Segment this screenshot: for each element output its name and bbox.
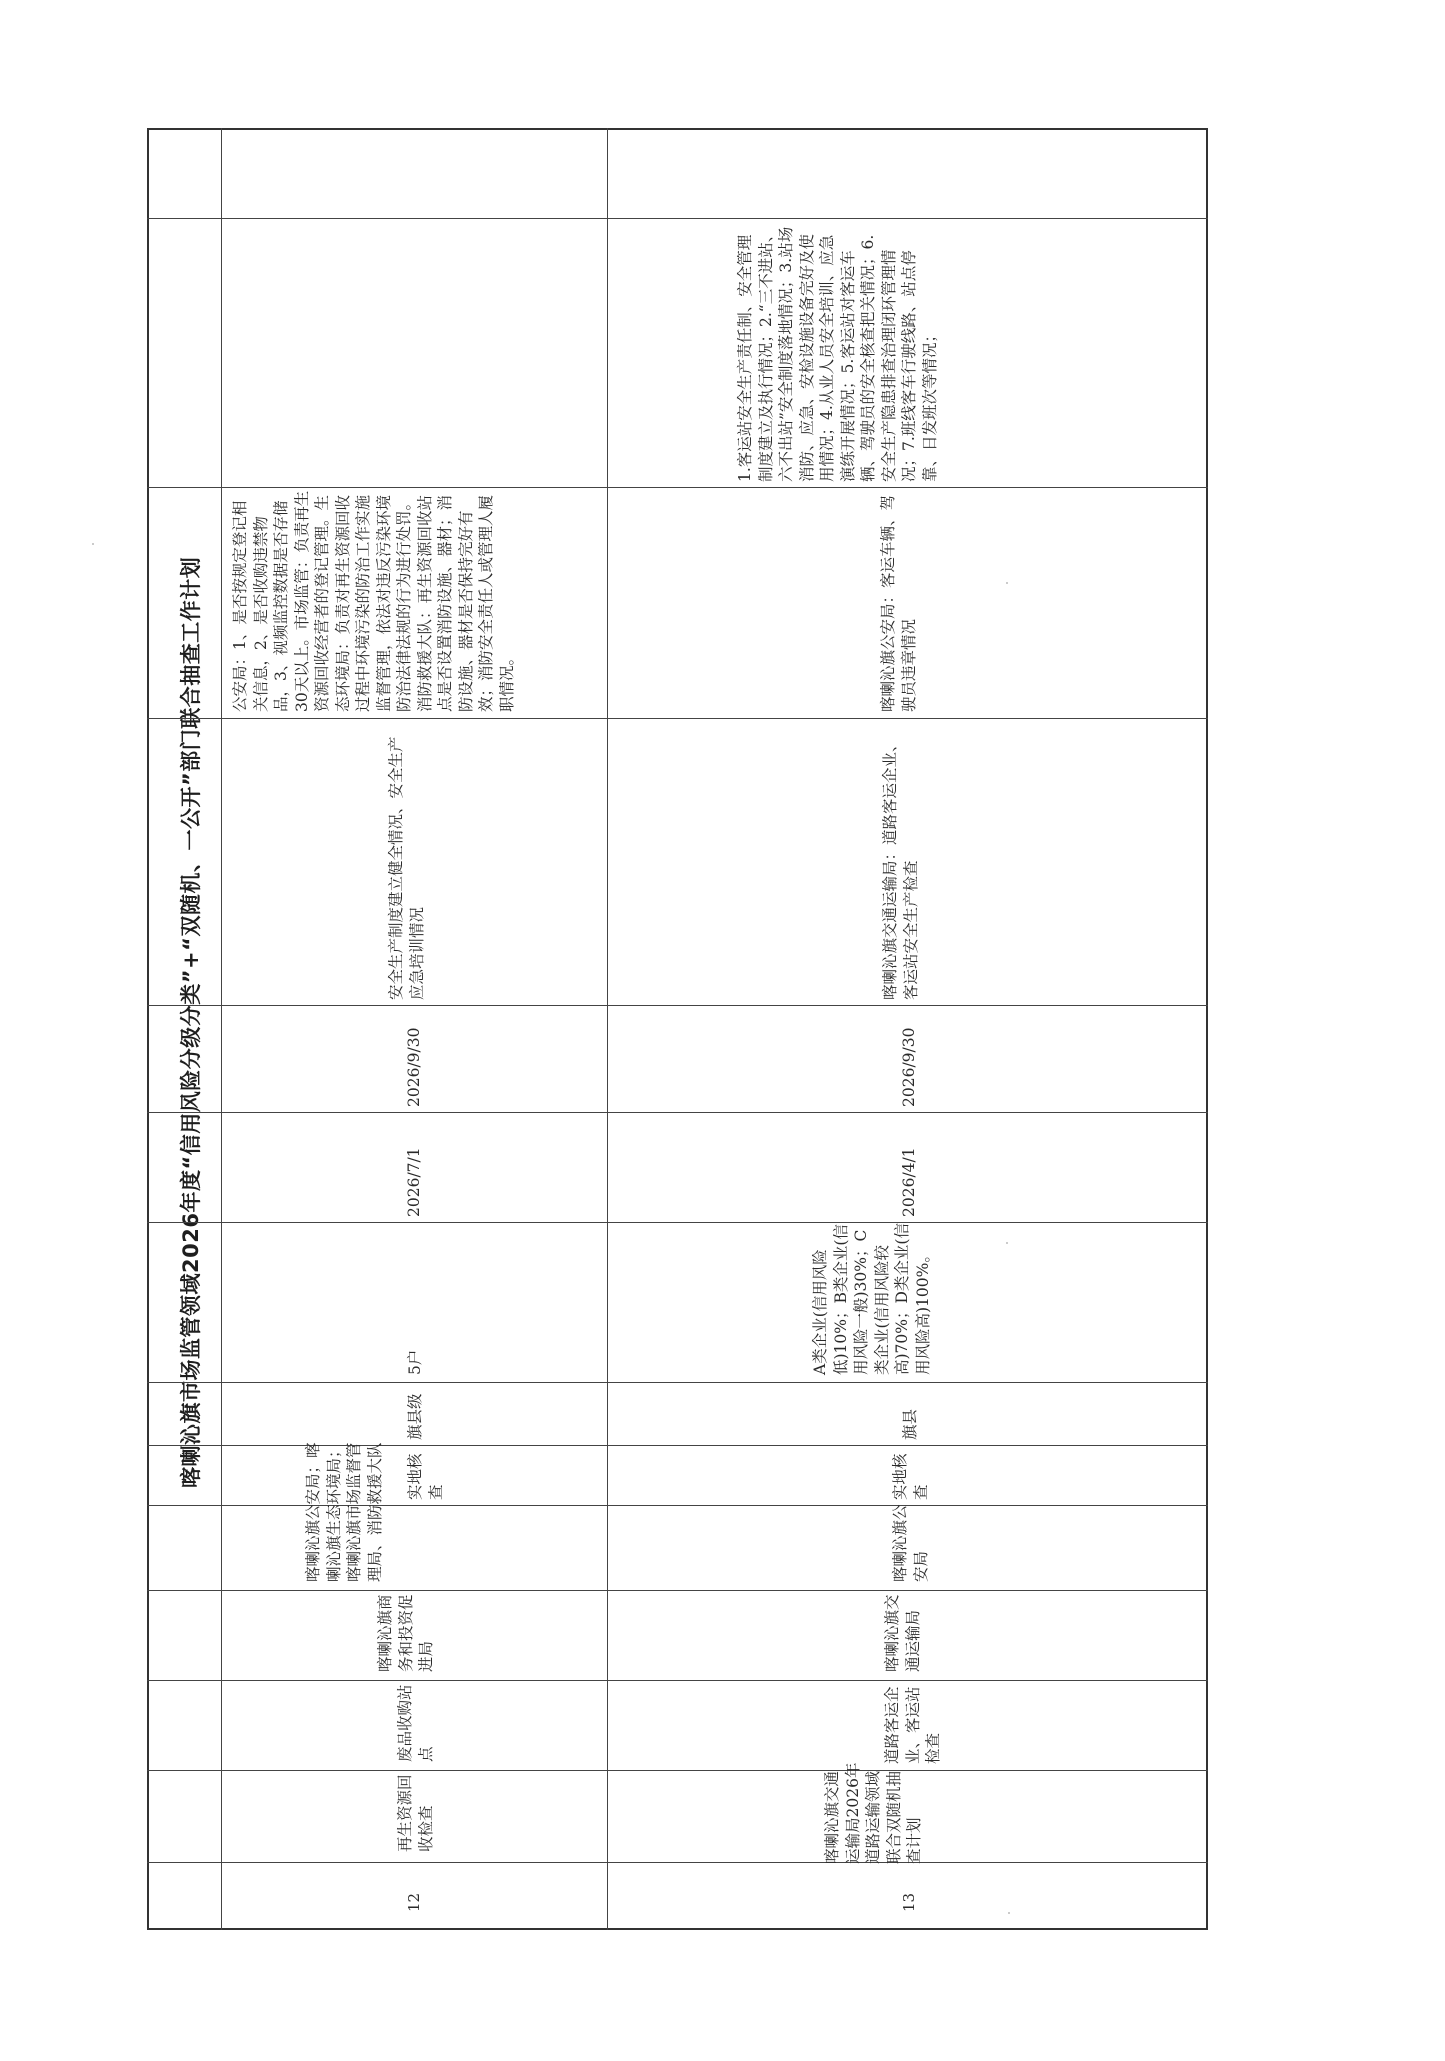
start-date-cell: 2026/4/1 xyxy=(900,1147,918,1217)
lead-check-items-cell: 安全生产制度建立健全情况、安全生产应急培训情况 xyxy=(387,736,426,1000)
row-rule xyxy=(221,128,222,1930)
plan-table xyxy=(147,128,1208,1930)
row-rule xyxy=(607,128,608,1930)
table-rule xyxy=(147,1112,1208,1113)
check-items-cell: 1.客运站安全生产责任制、安全管理制度建立及执行情况；2.“三不进站、六不出站”安全制度落地情况；3.站场消防、应急、安检设施设备完好及使用情况；4.从业人员安全培训、应急演练开展情况；5.客运站对客运车辆、驾驶员的安全核查把关情况；6.安全生产隐患排查治理闭环管理情况；7.班线客车行驶线路、站点停靠、日发班次等情况； xyxy=(736,226,939,482)
check-method-cell: 实地核查 xyxy=(406,1453,445,1500)
table-rule xyxy=(147,1590,1208,1591)
level-cell: 旗县 xyxy=(901,1408,919,1440)
start-date-cell: 2026/7/1 xyxy=(405,1147,423,1217)
row-number: 13 xyxy=(900,1892,918,1912)
document-title: 喀喇沁旗市场监管领域2026年度“信用风险分级分类”+“双随机、一公开”部门联合抽查工作计划 xyxy=(179,556,203,1488)
joint-department-cell: 喀喇沁旗公安局；喀喇沁旗生态环境局；喀喇沁旗市场监督管理局、消防救援大队 xyxy=(304,1442,384,1582)
table-rule xyxy=(147,218,1208,219)
joint-department-cell: 喀喇沁旗公安局 xyxy=(891,1504,930,1582)
scan-speck xyxy=(1006,582,1008,584)
table-rule xyxy=(147,1770,1208,1771)
plan-name-cell: 喀喇沁旗交通运输局2026年道路运输领域联合双随机抽查计划 xyxy=(823,1762,923,1864)
table-rule xyxy=(147,1862,1208,1863)
lead-check-items-cell: 喀喇沁旗交通运输局：道路客运企业、客运站安全生产检查 xyxy=(881,736,920,1000)
lead-department-cell: 喀喇沁旗交通运输局 xyxy=(883,1594,922,1672)
table-rule xyxy=(147,1382,1208,1383)
row-number: 12 xyxy=(405,1892,423,1912)
table-rule xyxy=(147,1680,1208,1681)
table-rule xyxy=(147,1005,1208,1006)
plan-name-cell: 再生资源回收检查 xyxy=(396,1774,435,1852)
level-cell: 旗县级 xyxy=(406,1393,424,1440)
check-object-cell: 道路客运企业、客运站检查 xyxy=(883,1686,942,1764)
ratio-cell: 5户 xyxy=(406,1349,424,1375)
end-date-cell: 2026/9/30 xyxy=(900,1027,918,1107)
joint-check-items-cell: 喀喇沁旗公安局：客运车辆、驾驶员违章情况 xyxy=(879,494,918,712)
ratio-cell: A类企业(信用风险低)10%；B类企业(信用风险一般)30%；C类企业(信用风险较高)70%；D类企业(信用风险高)100%。 xyxy=(811,1223,932,1375)
scan-speck xyxy=(1006,1242,1008,1244)
scan-speck xyxy=(92,543,94,545)
end-date-cell: 2026/9/30 xyxy=(405,1027,423,1107)
joint-check-items-cell: 公安局：1、是否按规定登记相关信息，2、是否收购违禁物品，3、视频监控数据是否存储30天以上。市场监管：负责再生资源回收经营者的登记管理。生态环境局：负责对再生资源回收过程中环境污染的防治工作实施监督管理，依法对违反污染环境防治法律法规的行为进行处罚。消防救援大队：再生资源回收站点是否设置消防设施、器材；消防设施、器材是否保持完好有效；消防安全责任人或管理人履职情况。 xyxy=(231,490,516,712)
table-rule xyxy=(147,1222,1208,1223)
lead-department-cell: 喀喇沁旗商务和投资促进局 xyxy=(376,1594,435,1672)
table-rule xyxy=(147,718,1208,719)
check-object-cell: 废品收购站点 xyxy=(396,1684,435,1762)
scan-speck xyxy=(1008,1912,1010,1914)
check-method-cell: 实地核查 xyxy=(891,1453,930,1500)
